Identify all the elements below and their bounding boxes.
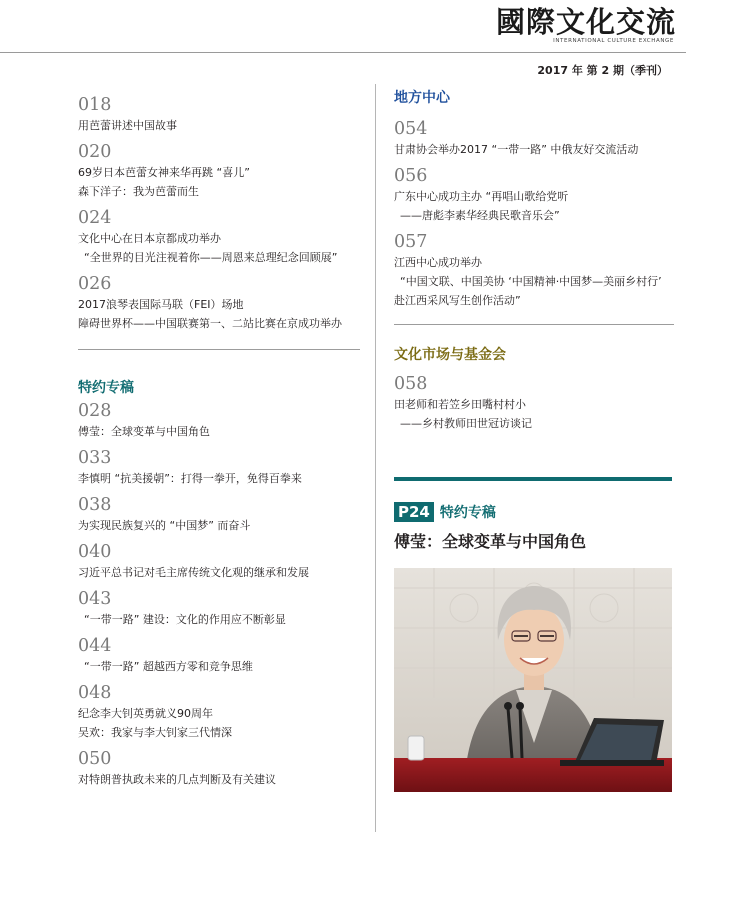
toc-entry (78, 400, 360, 441)
feature-title: 傅莹：全球变革与中国角色 (394, 532, 587, 551)
entry-title-line: “一带一路” 超越西方零和竞争思维 (84, 660, 253, 673)
toc-entry (78, 94, 360, 135)
section-rule (394, 324, 674, 325)
entry-title-line: 甘肃协会举办2017 “一带一路” 中俄友好交流活动 (394, 143, 639, 156)
toc-entry (394, 231, 674, 310)
feature-photo (394, 568, 672, 792)
entry-title-line: 江西中心成功举办 (394, 256, 482, 269)
entry-title-line: 文化中心在日本京都成功举办 (78, 232, 221, 245)
page-number: 026 (78, 274, 112, 294)
entry-title-line: “中国文联、中国美协 ‘中国精神·中国梦—美丽乡村行’ (400, 275, 662, 288)
toc-entry (78, 494, 360, 535)
page-number: 033 (78, 448, 112, 468)
toc-entry (394, 373, 674, 433)
toc-entry (78, 682, 360, 742)
market-entries (394, 373, 674, 433)
masthead (496, 5, 677, 50)
entry-title-line: 田老师和若笠乡田嘴村村小 (394, 398, 526, 411)
left-column (78, 94, 360, 789)
entry-title-line: 69岁日本芭蕾女神来华再跳 “喜儿” (78, 166, 250, 179)
toc-entry (78, 141, 360, 201)
page-number: 054 (394, 119, 428, 139)
page-number: 048 (78, 683, 112, 703)
section-rule (78, 349, 360, 350)
toc-entry (78, 273, 360, 333)
masthead-subtitle: INTERNATIONAL CULTURE EXCHANGE (553, 38, 674, 44)
right-column (394, 88, 674, 792)
feature-page-badge: P24 (394, 502, 434, 522)
column-divider (375, 84, 376, 832)
entry-title-line: 赴江西采风写生创作活动” (394, 294, 521, 307)
feature-bar (394, 477, 672, 481)
masthead-title: 國際文化交流 (496, 5, 677, 39)
entry-title-line: 障碍世界杯——中国联赛第一、二站比赛在京成功举办 (78, 317, 342, 330)
entry-title-line: 2017浪琴表国际马联（FEI）场地 (78, 298, 244, 311)
entry-title-line: 用芭蕾讲述中国故事 (78, 119, 177, 132)
section-title-special: 特约专稿 (78, 380, 134, 396)
entry-title-line: 纪念李大钊英勇就义90周年 (78, 707, 213, 720)
issue-label: 2017 年 第 2 期（季刊） (537, 64, 668, 77)
page-number: 056 (394, 166, 428, 186)
section-title-market: 文化市场与基金会 (394, 347, 506, 363)
page-number: 057 (394, 232, 428, 252)
entry-title-line: ——乡村教师田世冠访谈记 (400, 417, 532, 430)
local-entries (394, 118, 674, 310)
page-number: 038 (78, 495, 112, 515)
special-entries (78, 400, 360, 789)
page-number: 040 (78, 542, 112, 562)
page-number: 020 (78, 142, 112, 162)
toc-entry (78, 588, 360, 629)
entry-title-line: 李慎明 “抗美援朝”：打得一拳开，免得百拳来 (78, 472, 302, 485)
entry-title-line: “一带一路” 建设：文化的作用应不断彰显 (84, 613, 286, 626)
entry-title-line: 为实现民族复兴的 “中国梦” 而奋斗 (78, 519, 251, 532)
page-number: 043 (78, 589, 112, 609)
toc-entry (78, 447, 360, 488)
toc-entry (78, 748, 360, 789)
toc-entry (394, 165, 674, 225)
entry-title-line: 广东中心成功主办 “再唱山歌给党听 (394, 190, 569, 203)
toc-entry (394, 118, 674, 159)
entry-title-line: 傅莹：全球变革与中国角色 (78, 425, 210, 438)
entry-title-line: “全世界的目光注视着你——周恩来总理纪念回顾展” (84, 251, 338, 264)
toc-entry (78, 635, 360, 676)
portrait-image (394, 568, 672, 792)
page-number: 058 (394, 374, 428, 394)
toc-entry (78, 541, 360, 582)
page-number: 044 (78, 636, 112, 656)
page-number: 028 (78, 401, 112, 421)
feature-section: 特约专稿 (439, 505, 496, 521)
entry-title-line: 习近平总书记对毛主席传统文化观的继承和发展 (78, 566, 309, 579)
page-number: 050 (78, 749, 112, 769)
entry-title-line: 对特朗普执政未来的几点判断及有关建议 (78, 773, 276, 786)
entry-title-line: ——唐彪李素华经典民歌音乐会” (400, 209, 560, 222)
page-number: 018 (78, 95, 112, 115)
header-rule (0, 52, 686, 53)
entry-title-line: 吴欢：我家与李大钊家三代情深 (78, 726, 232, 739)
entry-title-line: 森下洋子：我为芭蕾而生 (78, 185, 199, 198)
toc-entry (78, 207, 360, 267)
page-number: 024 (78, 208, 112, 228)
left-top-entries (78, 94, 360, 333)
feature-tag (394, 501, 674, 523)
section-title-local: 地方中心 (394, 90, 450, 106)
